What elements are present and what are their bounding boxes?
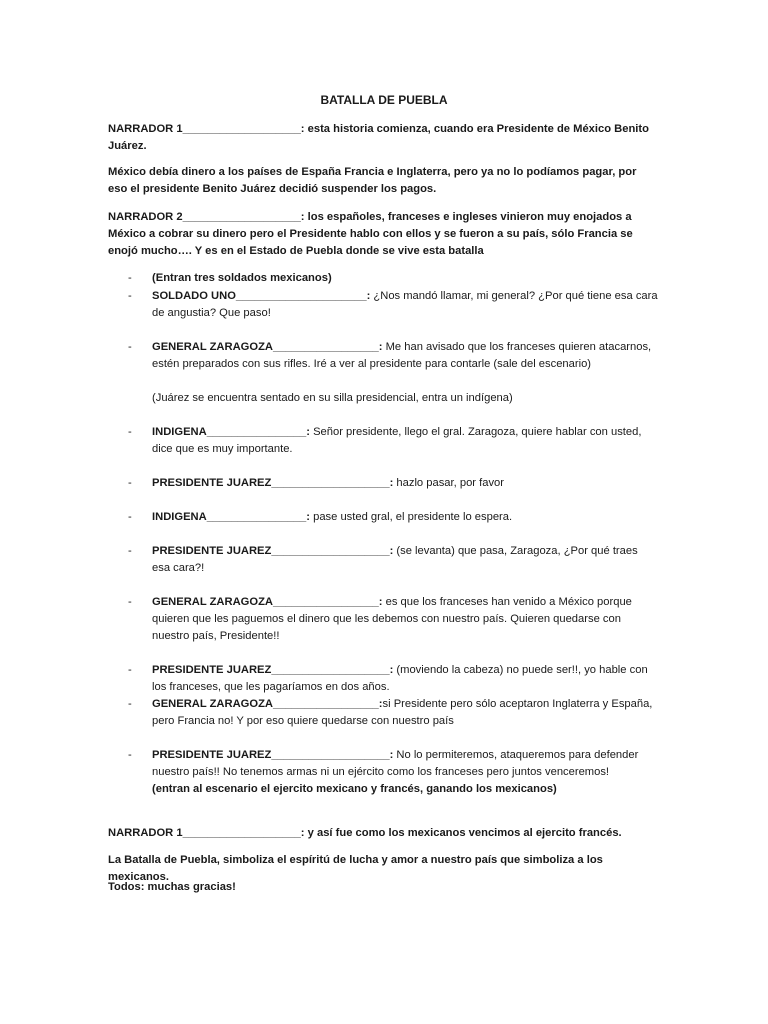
list-dash: - <box>128 272 132 284</box>
list-dash: - <box>128 596 132 608</box>
dialogue-text: es que los franceses han venido a México porque quieren que les paguemos el dinero que les debemos con nuestro país. Quieren quedarse con nuestro país, Presidente!! <box>152 596 632 642</box>
document-title: BATALLA DE PUEBLA <box>320 93 448 107</box>
list-dash: - <box>128 545 132 557</box>
list-dash: - <box>128 477 132 489</box>
speaker-label: GENERAL ZARAGOZA_________________: <box>152 698 383 710</box>
dialogue-text: hazlo pasar, por favor <box>393 477 504 489</box>
speaker-label: GENERAL ZARAGOZA_________________: <box>152 596 383 608</box>
dialogue-text: ¿Nos mandó llamar, mi general? ¿Por qué tiene esa cara de angustia? Que paso! <box>152 290 658 319</box>
list-dash: - <box>128 426 132 438</box>
narrator-2-intro: NARRADOR 2___________________: los españoles, franceses e ingleses vinieron muy enojados a México a cobrar su dinero pero el Presidente hablo con ellos y se fueron a su país, sólo Francia se enojó mucho…. Y es en el Estado de Puebla donde se vive esta batalla <box>108 211 633 257</box>
speaker-label: PRESIDENTE JUAREZ___________________: <box>152 477 394 489</box>
dialogue-text: Me han avisado que los franceses quieren atacarnos, estén preparados con sus rifles. Iré a ver al presidente para contarle (sale del escenario) <box>152 341 652 370</box>
speaker-label: GENERAL ZARAGOZA_________________: <box>152 341 383 353</box>
list-dash: - <box>128 664 132 676</box>
dialogue-text: No lo permiteremos, ataqueremos para defender nuestro país!! No tenemos armas ni un ejército como los franceses pero juntos venceremos! <box>152 749 639 778</box>
stage-note: (Juárez se encuentra sentado en su silla presidencial, entra un indígena) <box>152 392 513 404</box>
thanks-line: Todos: muchas gracias! <box>108 881 236 893</box>
dialogue-text: pase usted gral, el presidente lo espera. <box>309 511 513 523</box>
speaker-label: PRESIDENTE JUAREZ___________________: <box>152 664 394 676</box>
speaker-label: PRESIDENTE JUAREZ___________________: <box>152 749 394 761</box>
list-dash: - <box>128 511 132 523</box>
speaker-label: SOLDADO UNO_____________________: <box>152 290 371 302</box>
list-dash: - <box>128 698 132 710</box>
list-dash: - <box>128 749 132 761</box>
list-dash: - <box>128 290 132 302</box>
dialogue-text: (moviendo la cabeza) no puede ser!!, yo hable con los franceses, que les pagaríamos en dos años. <box>152 664 648 693</box>
dialogue-text: Señor presidente, llego el gral. Zaragoza, quiere hablar con usted, dice que es muy importante. <box>152 426 642 455</box>
debt-paragraph: México debía dinero a los países de España Francia e Inglaterra, pero ya no lo podíamos pagar, por eso el presidente Benito Juárez decidió suspender los pagos. <box>108 166 637 195</box>
dialogue-text: (se levanta) que pasa, Zaragoza, ¿Por qué traes esa cara?! <box>152 545 638 574</box>
list-dash: - <box>128 341 132 353</box>
closing-paragraph: La Batalla de Puebla, simboliza el espíritú de lucha y amor a nuestro país que simboliza a los mexicanos. <box>108 854 603 883</box>
stage-direction: (Entran tres soldados mexicanos) <box>152 272 332 284</box>
narrator-1-closing: NARRADOR 1___________________: y así fue como los mexicanos vencimos al ejercito francés. <box>108 827 622 839</box>
speaker-label: INDIGENA________________: <box>152 426 310 438</box>
dialogue-text: si Presidente pero sólo aceptaron Inglaterra y España, pero Francia no! Y por eso quiere quedarse con nuestro país <box>152 698 653 727</box>
narrator-1-intro: NARRADOR 1___________________: esta historia comienza, cuando era Presidente de México Benito Juárez. <box>108 123 649 152</box>
final-stage-direction: (entran al escenario el ejercito mexicano y francés, ganando los mexicanos) <box>152 783 557 795</box>
speaker-label: INDIGENA________________: <box>152 511 310 523</box>
speaker-label: PRESIDENTE JUAREZ___________________: <box>152 545 394 557</box>
